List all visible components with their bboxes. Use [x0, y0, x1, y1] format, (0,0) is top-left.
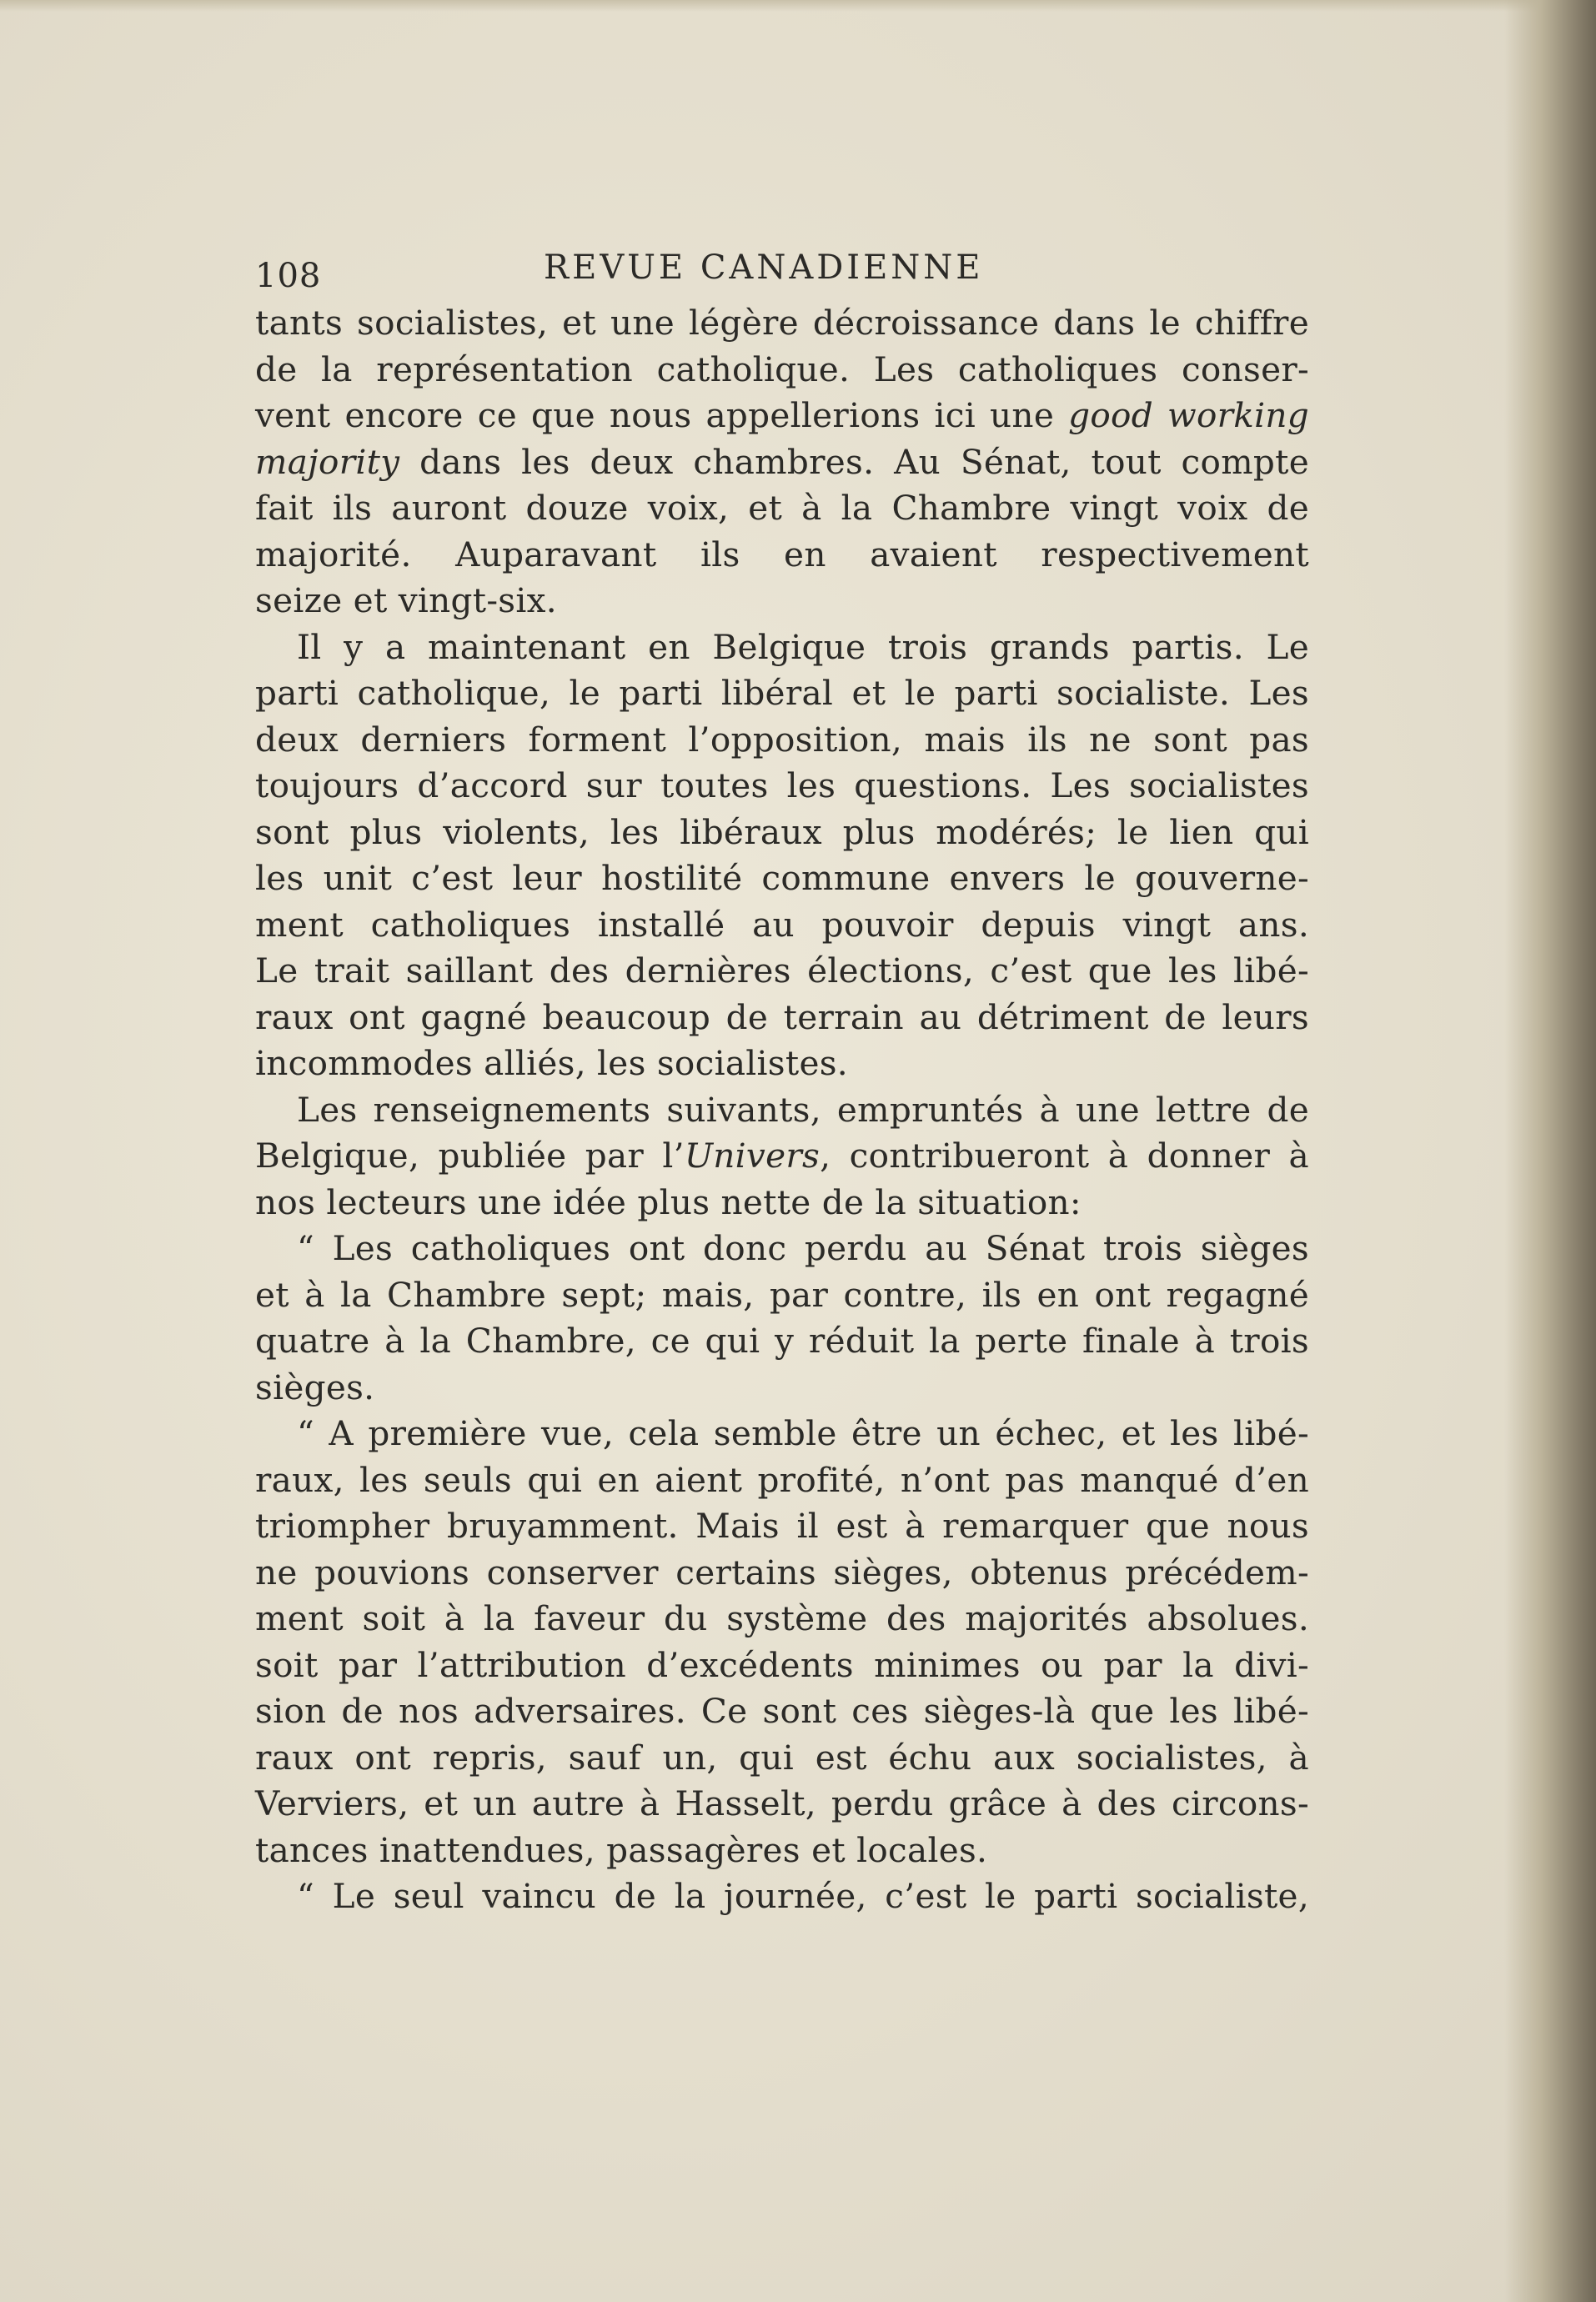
- italic-phrase: majority: [255, 441, 400, 482]
- text-line: [255, 717, 1309, 764]
- line-text: parti catholique, le parti libéral et le parti socialiste. Les: [255, 673, 1309, 713]
- text-line: [255, 670, 1309, 717]
- text-line: [255, 995, 1309, 1041]
- line-text: et à la Chambre sept; mais, par contre, ils en ont regagné: [255, 1274, 1309, 1315]
- line-text: fait ils auront douze voix, et à la Chambre vingt voix de: [255, 488, 1309, 528]
- text-line: [255, 1365, 1309, 1412]
- text-line: [255, 485, 1309, 532]
- line-text: Belgique, publiée par l’: [255, 1136, 685, 1176]
- text-line: [255, 1735, 1309, 1782]
- text-line: [255, 1550, 1309, 1597]
- line-text: nos lecteurs une idée plus nette de la situation:: [255, 1181, 1082, 1222]
- text-line: [255, 855, 1309, 902]
- line-text: deux derniers forment l’opposition, mais ils ne sont pas: [255, 719, 1309, 760]
- line-text: raux ont repris, sauf un, qui est échu aux socialistes, à: [255, 1737, 1309, 1778]
- text-line: [255, 1503, 1309, 1550]
- text-line: [255, 300, 1309, 347]
- text-line: [255, 393, 1309, 439]
- page-top-edge: [0, 0, 1596, 12]
- text-line: [255, 763, 1309, 810]
- page-number: 108: [255, 257, 322, 295]
- line-text: Les renseignements suivants, empruntés à une lettre de: [297, 1089, 1309, 1130]
- text-line: [255, 439, 1309, 486]
- line-text: soit par l’attribution d’excédents minimes ou par la divi-: [255, 1644, 1309, 1685]
- line-text: raux, les seuls qui en aient profité, n’ont pas manqué d’en: [255, 1459, 1309, 1500]
- line-text: tances inattendues, passagères et locales.: [255, 1829, 988, 1870]
- text-line: [255, 1133, 1309, 1180]
- text-line: [255, 1873, 1309, 1920]
- line-text: seize et vingt-six.: [255, 580, 557, 620]
- line-text: tants socialistes, et une légère décroissance dans le chiffre: [255, 303, 1309, 343]
- text-line: [255, 1411, 1309, 1457]
- line-text: Le trait saillant des dernières élections, c’est que les libé-: [255, 950, 1309, 991]
- line-text: “ Le seul vaincu de la journée, c’est le parti socialiste,: [297, 1876, 1309, 1916]
- page-gutter-shadow: [1504, 0, 1596, 2302]
- text-line: [255, 1087, 1309, 1134]
- text-line: [255, 624, 1309, 671]
- text-line: [255, 1781, 1309, 1828]
- italic-phrase: good working: [1068, 395, 1309, 435]
- italic-phrase: Univers: [684, 1136, 821, 1176]
- line-text: dans les deux chambres. Au Sénat, tout compte: [399, 441, 1309, 482]
- line-text: quatre à la Chambre, ce qui y réduit la perte finale à trois: [255, 1321, 1309, 1361]
- running-head: [255, 242, 1309, 300]
- line-text: toujours d’accord sur toutes les questions. Les socialistes: [255, 765, 1309, 805]
- line-text: ment catholiques installé au pouvoir depuis vingt ans.: [255, 904, 1309, 945]
- text-line: [255, 1318, 1309, 1365]
- text-line: [255, 347, 1309, 394]
- line-text: ne pouvions conserver certains sièges, obtenus précédem-: [255, 1552, 1309, 1592]
- line-text: raux ont gagné beaucoup de terrain au détriment de leurs: [255, 996, 1309, 1037]
- line-text: incommodes alliés, les socialistes.: [255, 1043, 848, 1083]
- text-line: [255, 1688, 1309, 1735]
- text-line: [255, 810, 1309, 856]
- text-line: [255, 1041, 1309, 1087]
- line-text: ment soit à la faveur du système des majorités absolues.: [255, 1598, 1309, 1638]
- text-line: [255, 1596, 1309, 1642]
- text-line: [255, 1642, 1309, 1689]
- line-text: Il y a maintenant en Belgique trois grands partis. Le: [297, 626, 1309, 667]
- line-text: sont plus violents, les libéraux plus modérés; le lien qui: [255, 811, 1309, 852]
- line-text: les unit c’est leur hostilité commune envers le gouverne-: [255, 858, 1309, 898]
- line-text: Verviers, et un autre à Hasselt, perdu grâce à des circons-: [255, 1783, 1309, 1823]
- text-line: [255, 578, 1309, 624]
- journal-title: REVUE CANADIENNE: [544, 248, 984, 287]
- text-line: [255, 1180, 1309, 1226]
- line-text: triompher bruyamment. Mais il est à remarquer que nous: [255, 1506, 1309, 1546]
- text-line: [255, 1272, 1309, 1319]
- text-line: [255, 1457, 1309, 1504]
- line-text: “ Les catholiques ont donc perdu au Sénat trois sièges: [297, 1228, 1309, 1268]
- text-line: [255, 948, 1309, 995]
- text-line: [255, 1226, 1309, 1272]
- line-text: “ A première vue, cela semble être un échec, et les libé-: [297, 1413, 1309, 1453]
- text-line: [255, 902, 1309, 949]
- text-line: [255, 532, 1309, 579]
- text-line: [255, 1828, 1309, 1874]
- body-text: [255, 300, 1309, 1920]
- line-text: sion de nos adversaires. Ce sont ces sièges-là que les libé-: [255, 1691, 1309, 1731]
- line-text: de la représentation catholique. Les catholiques conser-: [255, 349, 1309, 389]
- line-text: , contribueront à donner à: [820, 1136, 1309, 1176]
- line-text: sièges.: [255, 1367, 375, 1407]
- line-text: vent encore ce que nous appellerions ici une: [255, 395, 1069, 435]
- line-text: majorité. Auparavant ils en avaient respectivement: [255, 534, 1309, 574]
- text-block: [255, 242, 1309, 1920]
